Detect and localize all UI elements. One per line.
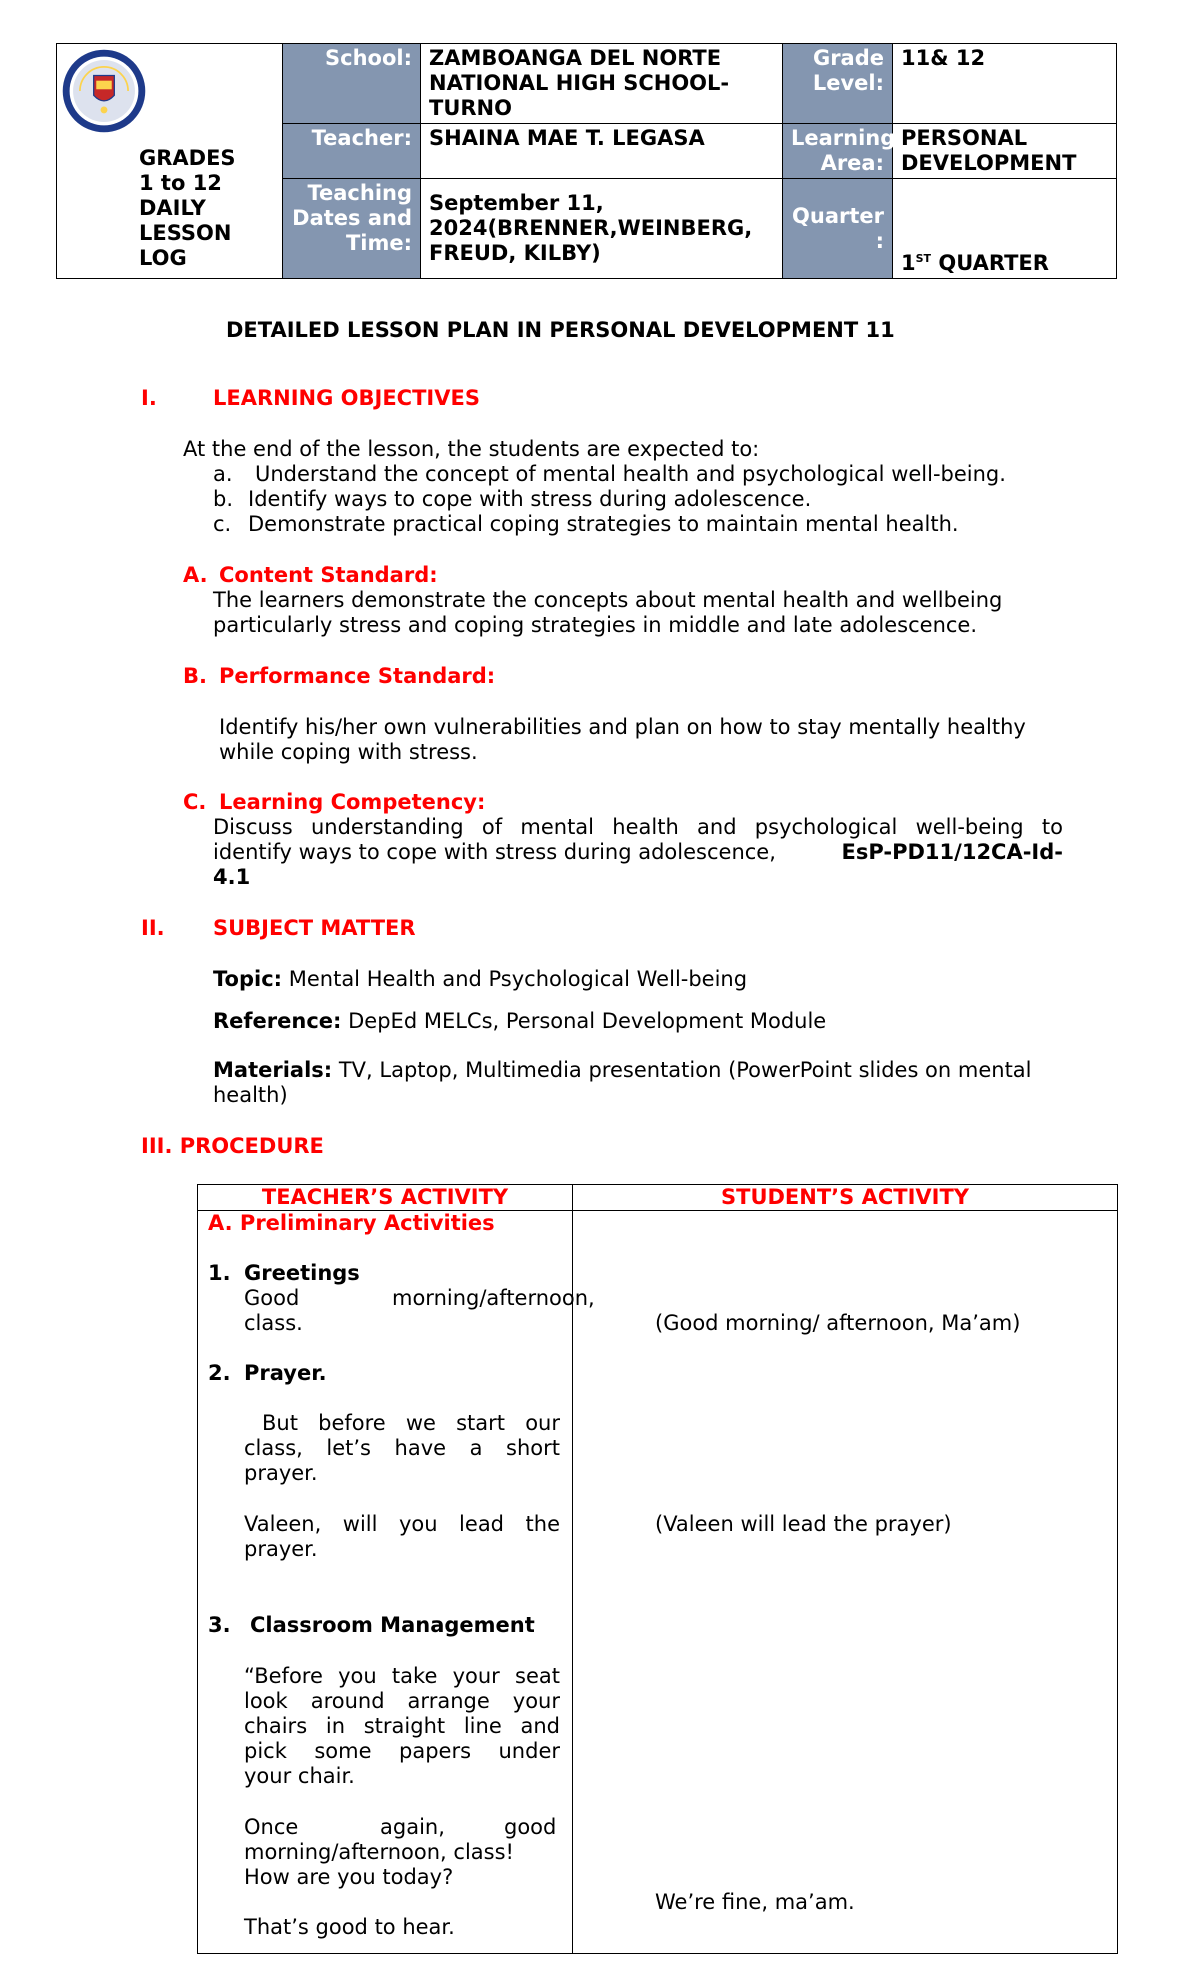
student-activity-header: STUDENT’S ACTIVITY [573,1185,1118,1211]
grades-line: GRADES [139,146,236,170]
competency-code: 4.1 [213,865,251,889]
section-numeral: I. [141,386,157,410]
school-value: ZAMBOANGA DEL NORTE NATIONAL HIGH SCHOOL- TURNO [421,44,783,124]
content-standard-text: The learners demonstrate the concepts about mental health and wellbeing [213,588,1003,612]
learning-area-value: PERSONAL DEVELOPMENT [893,124,1117,179]
teacher-activity-cell [198,1211,595,1954]
objective-text: Demonstrate practical coping strategies to maintain mental health. [248,512,959,536]
section-numeral: II. [141,916,165,940]
procedure-heading: III. PROCEDURE [141,1134,324,1158]
classroom-management-text: good [504,1815,557,1839]
performance-standard-marker: B. [183,664,207,688]
classroom-management-title: Classroom Management [250,1613,535,1637]
quarter-rest: QUARTER [931,251,1049,275]
content-standard-marker: A. [183,563,208,587]
preliminary-activities-heading: A. Preliminary Activities [208,1211,495,1235]
grades-line: 1 to 12 [139,171,222,195]
prayer-text: But before we start our [262,1411,560,1435]
classroom-management-text: Once [244,1815,299,1839]
classroom-management-text: look around arrange your [244,1689,560,1713]
content-standard-heading: Content Standard: [219,563,438,587]
classroom-management-text: pick some papers under [244,1739,560,1763]
quarter-label: Quarter : [783,179,893,279]
prayer-text: prayer. [244,1461,318,1485]
prayer-text: class, let’s have a short [244,1436,560,1460]
performance-standard-text: Identify his/her own vulnerabilities and plan on how to stay mentally healthy [219,715,1026,739]
quarter-value [893,179,1117,279]
teacher-value: SHAINA MAE T. LEGASA [421,124,783,179]
topic-value: Mental Health and Psychological Well-being [288,967,748,991]
classroom-management-text: “Before you take your seat [244,1664,560,1688]
greetings-text: class. [244,1311,303,1335]
prayer-text: prayer. [244,1537,318,1561]
performance-standard-heading: Performance Standard: [219,664,496,688]
learning-competency-text: identify ways to cope with stress during adolescence, [213,840,776,864]
teacher-label: Teacher: [283,124,421,179]
learning-competency-marker: C. [183,790,207,814]
teaching-dates-value: September 11, 2024(BRENNER,WEINBERG, FREUD, KILBY) [421,179,783,279]
classroom-management-text: That’s good to hear. [244,1915,455,1939]
grade-level-value: 11& 12 [893,44,1117,124]
classroom-management-response: We’re fine, ma’am. [655,1890,855,1914]
objective-text: Understand the concept of mental health and psychological well-being. [255,462,1006,486]
page-title: DETAILED LESSON PLAN IN PERSONAL DEVELOPMENT 11 [226,318,895,342]
procedure-table [197,1184,1118,1954]
topic-line [213,967,747,992]
reference-value: DepEd MELCs, Personal Development Module [348,1009,827,1033]
classroom-management-text: your chair. [244,1764,355,1788]
topic-label: Topic: [213,967,283,991]
competency-code: EsP-PD11/12CA-Id- [841,840,1063,864]
learning-competency-heading: Learning Competency: [219,790,486,814]
learning-competency-line [213,840,1063,865]
grades-daily-lesson-log [139,146,236,271]
materials-line [213,1058,1032,1083]
objective-text: Identify ways to cope with stress during adolescence. [248,487,812,511]
logo-cell [57,44,283,279]
reference-label: Reference: [213,1009,342,1033]
greetings-text: morning/afternoon, [392,1286,595,1310]
classroom-management-text: chairs in straight line and [244,1714,560,1738]
teacher-activity-header: TEACHER’S ACTIVITY [198,1185,573,1211]
quarter-num: 1 [901,251,916,275]
grades-line: LESSON [139,221,232,245]
student-activity-cell [573,1211,1118,1954]
deped-seal-icon [61,48,147,134]
learning-area-label: Learning Area: [783,124,893,179]
greetings-number: 1. [208,1261,231,1285]
prayer-text: Valeen, will you lead the [244,1512,560,1536]
reference-line [213,1009,826,1034]
content-standard-text: particularly stress and coping strategies in middle and late adolescence. [213,613,978,637]
classroom-management-text: again, [380,1815,445,1839]
learning-competency-text: Discuss understanding of mental health and psychological well-being to [213,815,1063,839]
classroom-management-text: How are you today? [244,1865,454,1889]
materials-value: TV, Laptop, Multimedia presentation (PowerPoint slides on mental [338,1058,1032,1082]
grades-line: DAILY [139,196,206,220]
classroom-management-text: morning/afternoon, class! [244,1840,514,1864]
prayer-title: Prayer. [244,1361,327,1385]
classroom-management-number: 3. [208,1613,231,1637]
header-table [56,43,1117,279]
objective-marker: a. [213,462,233,486]
greetings-text: Good [244,1286,300,1310]
materials-label: Materials: [213,1058,333,1082]
quarter-sup: ST [915,252,932,265]
objective-marker: b. [213,487,234,511]
grades-line: LOG [139,246,187,270]
school-label: School: [283,44,421,124]
performance-standard-text: while coping with stress. [219,740,478,764]
prayer-number: 2. [208,1361,231,1385]
greetings-response: (Good morning/ afternoon, Ma’am) [655,1311,1021,1335]
materials-value: health) [213,1083,288,1107]
grade-level-label: Grade Level: [783,44,893,124]
prayer-response: (Valeen will lead the prayer) [655,1512,952,1536]
objective-marker: c. [213,512,232,536]
greetings-title: Greetings [244,1261,360,1285]
objectives-intro: At the end of the lesson, the students are expected to: [183,437,760,461]
objectives-heading: LEARNING OBJECTIVES [213,386,480,410]
subject-matter-heading: SUBJECT MATTER [213,916,416,940]
teaching-dates-label: Teaching Dates and Time: [283,179,421,279]
